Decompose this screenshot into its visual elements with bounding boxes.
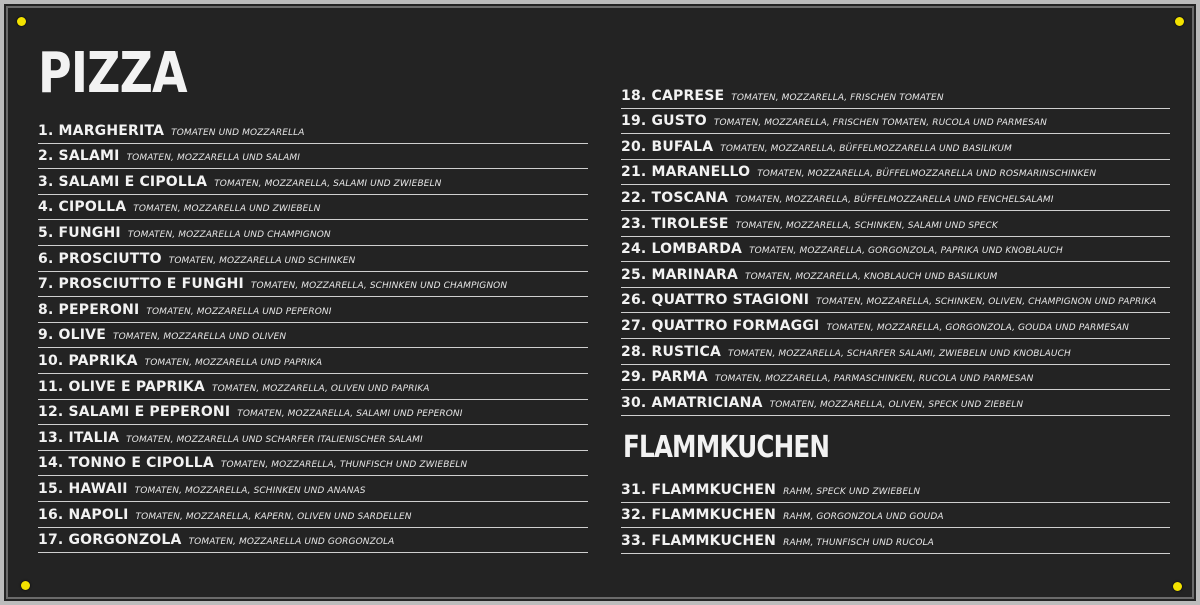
menu-item (38, 425, 588, 451)
menu-item-name: 18. CAPRESE (621, 87, 725, 104)
pizza-list-left (38, 118, 588, 553)
menu-item-description: RAHM, GORGONZOLA UND GOUDA (783, 512, 944, 523)
menu-item-description: RAHM, THUNFISCH UND RUCOLA (783, 537, 934, 548)
menu-item-description: TOMATEN, MOZZARELLA, SALAMI UND ZWIEBELN (214, 178, 442, 189)
menu-item-name: 13. ITALIA (38, 429, 120, 446)
menu-item-description: TOMATEN UND MOZZARELLA (171, 127, 305, 138)
menu-item-description: TOMATEN, MOZZARELLA, FRISCHEN TOMATEN (731, 92, 944, 103)
menu-item (38, 220, 588, 246)
menu-item-description: TOMATEN, MOZZARELLA, OLIVEN, SPECK UND ZIEBELN (769, 399, 1024, 410)
menu-item-name: 3. SALAMI E CIPOLLA (38, 173, 208, 190)
menu-item-name: 10. PAPRIKA (38, 352, 138, 369)
menu-item-description: TOMATEN, MOZZARELLA UND PAPRIKA (144, 357, 323, 368)
menu-item-name: 20. BUFALA (621, 138, 714, 155)
pizza-title: PIZZA (38, 41, 187, 106)
menu-item-name: 22. TOSCANA (621, 189, 729, 206)
menu-item-name: 12. SALAMI E PEPERONI (38, 404, 231, 421)
menu-item-description: TOMATEN, MOZZARELLA UND SCHARFER ITALIENISCHER SALAMI (126, 434, 423, 445)
menu-item-name: 5. FUNGHI (38, 224, 121, 241)
menu-item (38, 528, 588, 554)
menu-item (621, 109, 1170, 135)
menu-item-name: 17. GORGONZOLA (38, 532, 182, 549)
menu-item (38, 476, 588, 502)
menu-item-description: TOMATEN, MOZZARELLA, KAPERN, OLIVEN UND SARDELLEN (135, 511, 412, 522)
menu-item-name: 28. RUSTICA (621, 343, 721, 360)
menu-item (38, 297, 588, 323)
menu-item-name: 25. MARINARA (621, 266, 738, 283)
menu-item-description: TOMATEN, MOZZARELLA UND GORGONZOLA (188, 537, 395, 548)
menu-item-name: 26. QUATTRO STAGIONI (621, 292, 810, 309)
menu-item-name: 7. PROSCIUTTO E FUNGHI (38, 276, 244, 293)
menu-item-description: TOMATEN, MOZZARELLA UND CHAMPIGNON (127, 229, 331, 240)
menu-item-name: 6. PROSCIUTTO (38, 250, 162, 267)
menu-item-name: 30. AMATRICIANA (621, 394, 763, 411)
menu-item-name: 11. OLIVE E PAPRIKA (38, 378, 205, 395)
menu-item (621, 134, 1170, 160)
menu-item (38, 144, 588, 170)
menu-item-description: TOMATEN, MOZZARELLA, FRISCHEN TOMATEN, RUCOLA UND PARMESAN (713, 118, 1047, 129)
menu-item (38, 348, 588, 374)
menu-item (621, 160, 1170, 186)
menu-item-description: TOMATEN, MOZZARELLA, SALAMI UND PEPERONI (237, 409, 463, 420)
menu-item-description: TOMATEN, MOZZARELLA, THUNFISCH UND ZWIEBELN (220, 460, 468, 471)
screw-top-right-icon (1175, 17, 1184, 26)
menu-item (621, 477, 1170, 503)
menu-item-name: 2. SALAMI (38, 148, 120, 165)
menu-item-description: TOMATEN, MOZZARELLA UND ZWIEBELN (133, 204, 321, 215)
menu-item (621, 503, 1170, 529)
menu-item-name: 24. LOMBARDA (621, 241, 743, 258)
menu-item-description: TOMATEN, MOZZARELLA, BÜFFELMOZZARELLA UND BASILIKUM (720, 143, 1012, 154)
menu-item-name: 21. MARANELLO (621, 164, 751, 181)
menu-item-description: TOMATEN, MOZZARELLA, KNOBLAUCH UND BASILIKUM (745, 271, 998, 282)
menu-item-name: 1. MARGHERITA (38, 122, 165, 139)
menu-item (621, 262, 1170, 288)
menu-item (38, 272, 588, 298)
menu-item-name: 16. NAPOLI (38, 506, 129, 523)
menu-item-description: TOMATEN, MOZZARELLA, BÜFFELMOZZARELLA UND ROSMARINSCHINKEN (757, 169, 1097, 180)
menu-item (38, 374, 588, 400)
menu-item (38, 195, 588, 221)
menu-item-name: 32. FLAMMKUCHEN (621, 507, 777, 524)
menu-item (38, 400, 588, 426)
menu-item-description: TOMATEN, MOZZARELLA UND OLIVEN (112, 332, 287, 343)
menu-item-description: TOMATEN, MOZZARELLA, SCHINKEN, SALAMI UND SPECK (735, 220, 998, 231)
menu-item (621, 83, 1170, 109)
menu-item (621, 313, 1170, 339)
screw-top-left-icon (17, 17, 26, 26)
menu-item-name: 15. HAWAII (38, 480, 128, 497)
menu-item-description: TOMATEN, MOZZARELLA UND PEPERONI (146, 306, 332, 317)
menu-item-description: TOMATEN, MOZZARELLA, BÜFFELMOZZARELLA UND FENCHELSALAMI (735, 194, 1054, 205)
menu-item (621, 339, 1170, 365)
menu-item-description: TOMATEN, MOZZARELLA, GORGONZOLA, GOUDA UND PARMESAN (826, 322, 1129, 333)
menu-item (38, 246, 588, 272)
menu-item-name: 29. PARMA (621, 369, 708, 386)
menu-item-description: RAHM, SPECK UND ZWIEBELN (783, 486, 921, 497)
menu-item (38, 169, 588, 195)
menu-item (621, 390, 1170, 416)
menu-item-description: TOMATEN, MOZZARELLA, GORGONZOLA, PAPRIKA UND KNOBLAUCH (749, 246, 1063, 257)
menu-item (621, 528, 1170, 554)
menu-item (621, 237, 1170, 263)
menu-item-description: TOMATEN, MOZZARELLA, SCHARFER SALAMI, ZWIEBELN UND KNOBLAUCH (727, 348, 1071, 359)
menu-item-description: TOMATEN, MOZZARELLA UND SCHINKEN (168, 255, 356, 266)
flammkuchen-title: FLAMMKUCHEN (623, 430, 830, 465)
screw-bottom-left-icon (21, 581, 30, 590)
menu-item-name: 9. OLIVE (38, 327, 106, 344)
menu-item-description: TOMATEN, MOZZARELLA, SCHINKEN UND CHAMPIGNON (250, 281, 508, 292)
menu-item (621, 365, 1170, 391)
menu-item-description: TOMATEN, MOZZARELLA, OLIVEN UND PAPRIKA (211, 383, 430, 394)
menu-item-name: 4. CIPOLLA (38, 199, 127, 216)
flammkuchen-list (621, 477, 1170, 554)
menu-item-description: TOMATEN, MOZZARELLA UND SALAMI (126, 153, 300, 164)
menu-item-description: TOMATEN, MOZZARELLA, PARMASCHINKEN, RUCOLA UND PARMESAN (714, 374, 1034, 385)
menu-item-name: 33. FLAMMKUCHEN (621, 532, 777, 549)
screw-bottom-right-icon (1173, 582, 1182, 591)
menu-item (621, 185, 1170, 211)
menu-item-description: TOMATEN, MOZZARELLA, SCHINKEN, OLIVEN, CHAMPIGNON UND PAPRIKA (816, 297, 1157, 308)
pizza-list-right (621, 83, 1170, 416)
menu-item (38, 118, 588, 144)
menu-item-name: 31. FLAMMKUCHEN (621, 481, 777, 498)
menu-item-name: 27. QUATTRO FORMAGGI (621, 317, 820, 334)
menu-item (621, 288, 1170, 314)
menu-item (38, 323, 588, 349)
menu-item-name: 23. TIROLESE (621, 215, 729, 232)
menu-item (621, 211, 1170, 237)
menu-item-name: 14. TONNO E CIPOLLA (38, 455, 214, 472)
menu-item-name: 8. PEPERONI (38, 301, 140, 318)
menu-item (38, 502, 588, 528)
menu-item-name: 19. GUSTO (621, 113, 707, 130)
menu-item-description: TOMATEN, MOZZARELLA, SCHINKEN UND ANANAS (134, 485, 366, 496)
menu-item (38, 451, 588, 477)
